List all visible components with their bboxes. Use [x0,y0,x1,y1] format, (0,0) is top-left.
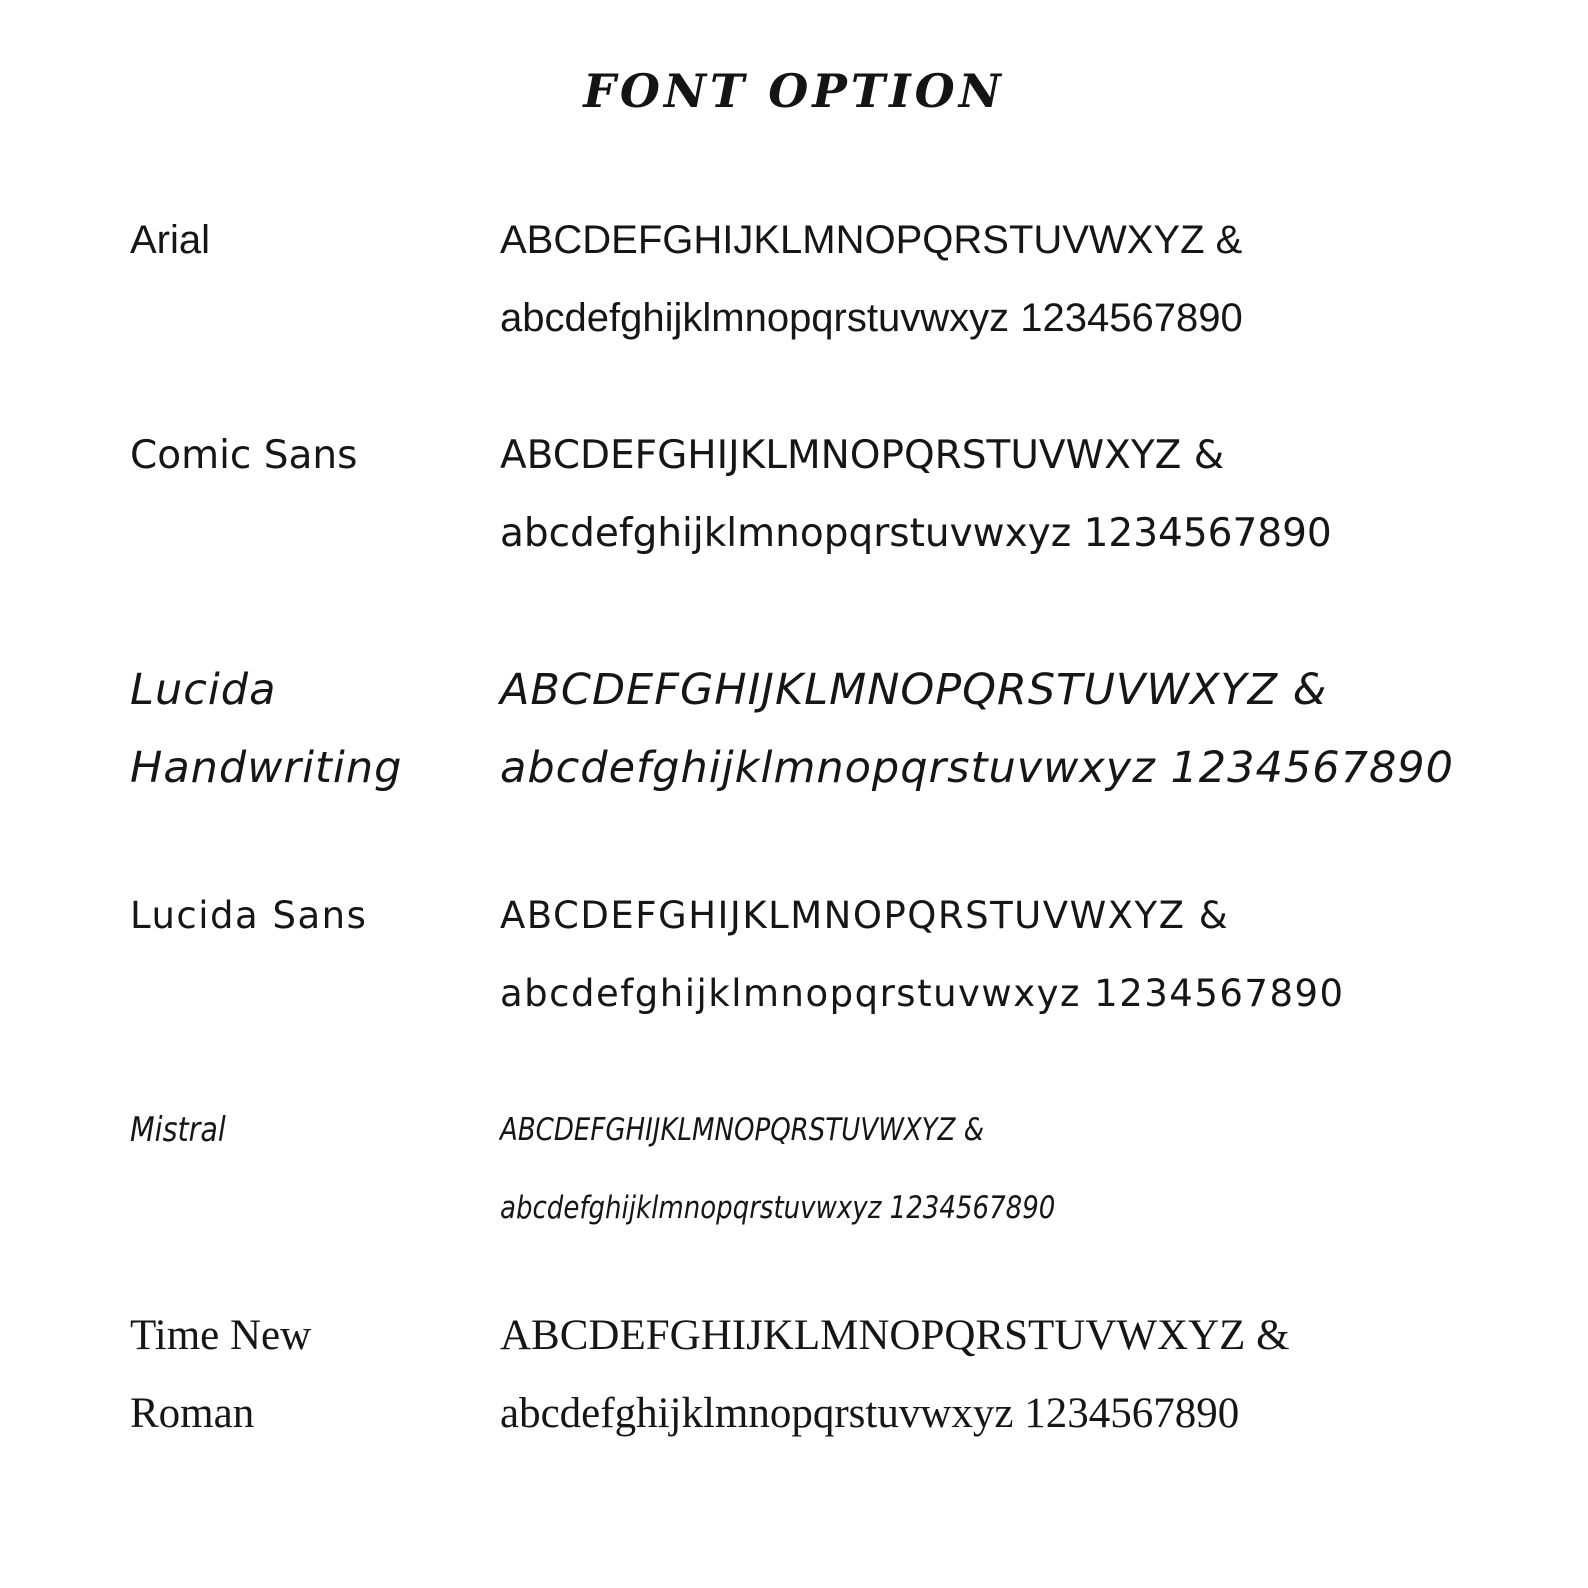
row-comic-sans [130,416,1558,572]
row-lucida-handwriting [130,651,1558,807]
uppercase-sample: ABCDEFGHIJKLMNOPQRSTUVWXYZ & [500,1311,1290,1359]
row-lucida-sans [130,876,1558,1032]
uppercase-sample: ABCDEFGHIJKLMNOPQRSTUVWXYZ & [500,893,1230,937]
uppercase-sample: ABCDEFGHIJKLMNOPQRSTUVWXYZ & [500,217,1243,262]
row-arial [130,201,1558,357]
row-time-new-roman [130,1296,1558,1452]
uppercase-sample: ABCDEFGHIJKLMNOPQRSTUVWXYZ & [500,665,1328,715]
font-name-label-line2 [130,1169,441,1247]
lowercase-sample: abcdefghijklmnopqrstuvwxyz 1234567890 [500,295,1243,340]
lowercase-sample: abcdefghijklmnopqrstuvwxyz 1234567890 [500,1190,1056,1226]
font-name-label: Lucida [130,665,277,715]
font-name-label-line2 [130,494,500,572]
row-mistral [130,1091,1558,1247]
font-name-label-line2: Roman [130,1389,255,1437]
font-name-label-line2 [130,279,500,357]
page-title: FONT OPTION [583,64,1005,118]
font-name-label: Comic Sans [130,432,358,478]
uppercase-sample: ABCDEFGHIJKLMNOPQRSTUVWXYZ & [500,1112,985,1148]
font-name-label: Mistral [130,1110,226,1150]
lowercase-sample: abcdefghijklmnopqrstuvwxyz 1234567890 [500,743,1455,793]
font-name-label: Time New [130,1311,312,1359]
font-name-label: Lucida Sans [130,893,368,937]
lowercase-sample: abcdefghijklmnopqrstuvwxyz 1234567890 [500,510,1332,556]
font-name-label-line2: Handwriting [130,743,403,793]
font-name-label-line2 [130,954,500,1032]
lowercase-sample: abcdefghijklmnopqrstuvwxyz 1234567890 [500,971,1345,1015]
uppercase-sample: ABCDEFGHIJKLMNOPQRSTUVWXYZ & [500,432,1225,478]
font-name-label: Arial [130,217,211,262]
lowercase-sample: abcdefghijklmnopqrstuvwxyz 1234567890 [500,1389,1240,1437]
